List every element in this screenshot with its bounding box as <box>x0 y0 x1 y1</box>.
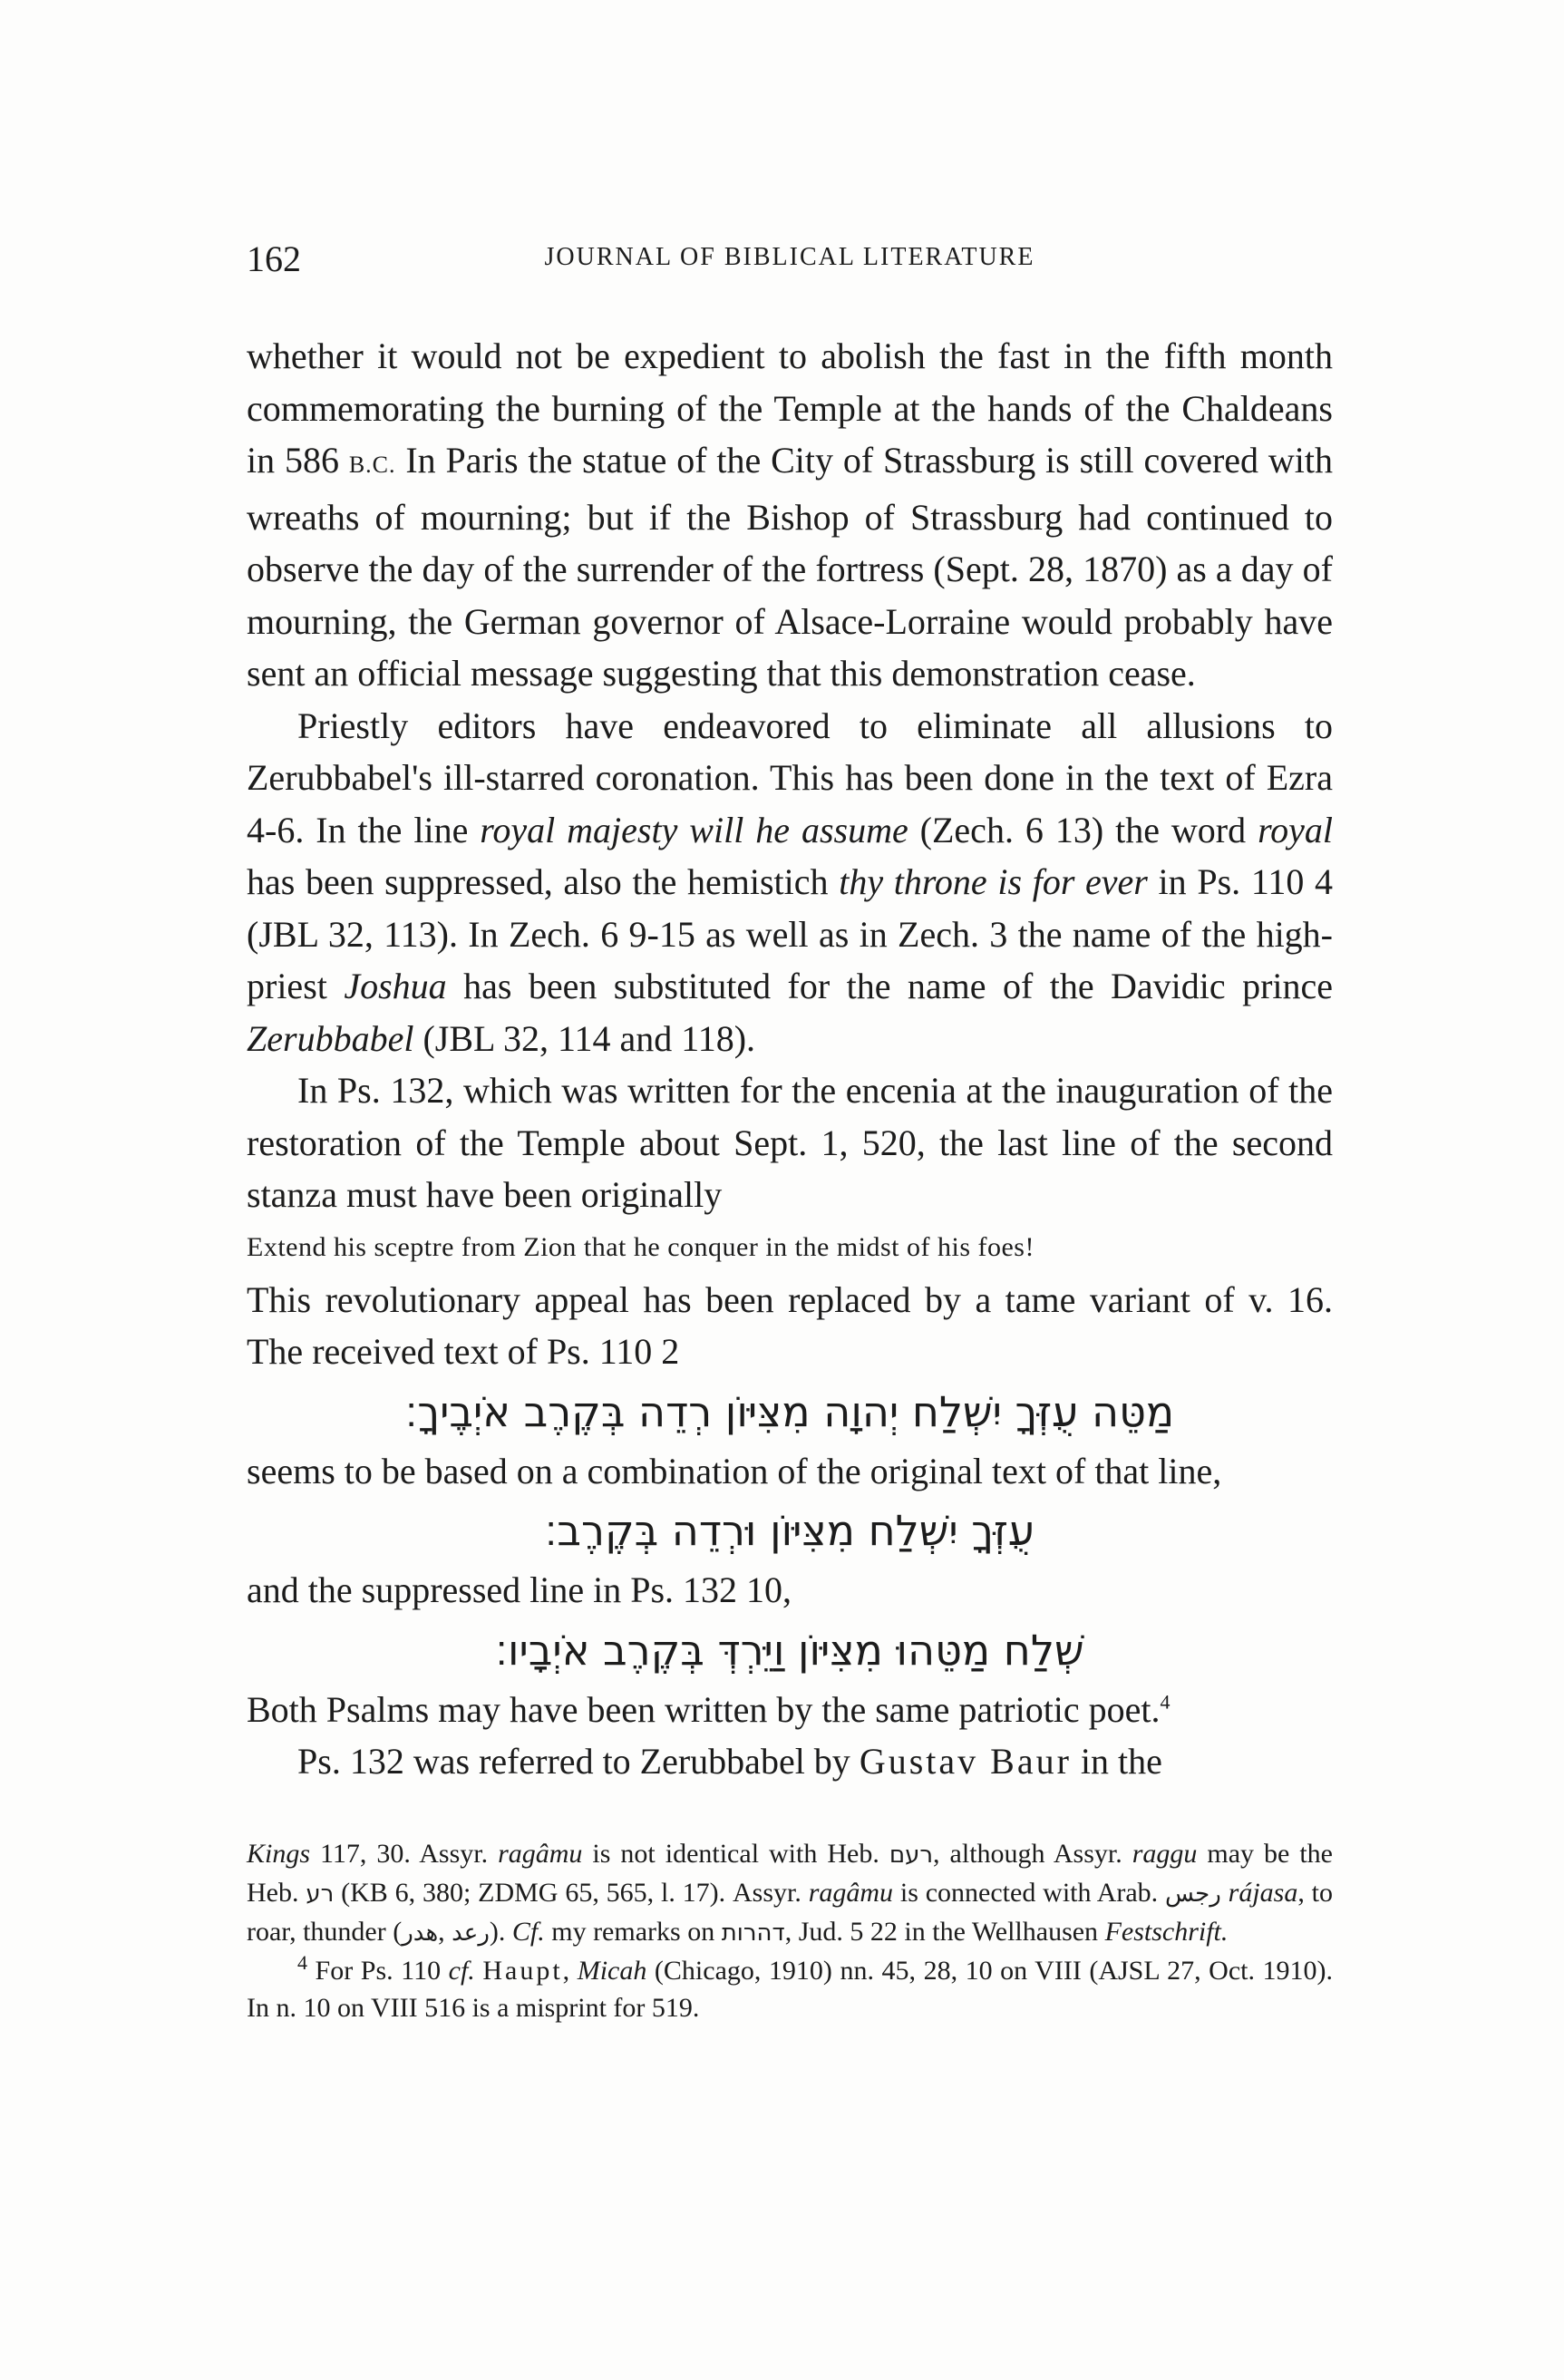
paragraph-3: In Ps. 132, which was written for the encenia at the inauguration of the restoration of the Temple about Sept. 1, 520, the last line of the second stanza must have been originally <box>247 1070 1333 1215</box>
paragraph-7: Both Psalms may have been written by the same patriotic poet.$^4$ <box>247 1688 1171 1730</box>
footnote-continuation: Kings 117, 30. Assyr. ragâmu is not identical with Heb. רעם, although Assyr. raggu may be the Heb. רע (KB 6, 380; ZDMG 65, 565, l. 17). Assyr. ragâmu is connected with Arab. رجس rájasa, to roar, thunder (هدر, رعد). Cf. my remarks on דהרות, Jud. 5 22 in the Wellhausen Festschrift. <box>247 1838 1334 1947</box>
hebrew-verse-ps-110-2: מַטֵּה עֻזְּךָ יִשְׁלַח יְהוָה מִצִּיּוֹן רְדֵה בְּקֶרֶב אֹיְבֶיךָ׃ <box>404 1386 1175 1436</box>
hebrew-verse-reconstructed: עֻזְּךָ יִשְׁלַח מִצִּיּוֹן וּרְדֵה בְּקֶרֶב׃ <box>544 1506 1035 1555</box>
main-text <box>247 330 1333 1788</box>
page-number: 162 <box>247 238 301 279</box>
paragraph-2: Priestly editors have endeavored to eliminate all allusions to Zerubbabel's ill-starred coronation. This has been done in the text of Ezra 4-6. In the line royal majesty will he assume (Zech. 6 13) the word royal has been suppressed, also the hemistich thy throne is for ever in Ps. 110 4 (JBL 32, 113). In Zech. 6 9-15 as well as in Zech. 3 the name of the high-priest Joshua has been substituted for the name of the Davidic prince Zerubbabel (JBL 32, 114 and 118). <box>247 704 1334 1059</box>
page <box>247 238 1333 2026</box>
footnote-4: $^4$ For Ps. 110 cf. Haupt, Micah (Chicago, 1910) nn. 45, 28, 10 on VIII (AJSL 27, Oct. 1910). In n. 10 on VIII 516 is a misprint for 519. <box>247 1950 1334 2023</box>
paragraph-5: seems to be based on a combination of the original text of that line, <box>247 1450 1222 1491</box>
hebrew-verse-ps-132-10: שְׁלַח מַטֵּהוּ מִצִּיּוֹן וַיֵּרְדְּ בְּקֶרֶב אֹיְבָיו׃ <box>495 1625 1084 1675</box>
paragraph-6: and the suppressed line in Ps. 132 10, <box>247 1569 792 1610</box>
english-verse: Extend his sceptre from Zion that he conquer in the midst of his foes! <box>247 1231 1035 1262</box>
paragraph-8: Ps. 132 was referred to Zerubbabel by Gustav Baur in the <box>297 1741 1162 1782</box>
running-title: JOURNAL OF BIBLICAL LITERATURE <box>544 243 1035 271</box>
footnote-ref-4: 4 <box>1160 1690 1171 1714</box>
paragraph-1: whether it would not be expedient to abolish the fast in the fifth month commemorating the burning of the Temple at the hands of the Chaldeans in 586 B.C. In Paris the statue of the City of Strassburg is still covered with wreaths of mourning; but if the Bishop of Strassburg had continued to observe the day of the surrender of the fortress (Sept. 28, 1870) as a day of mourning, the German governor of Alsace-Lorraine would probably have sent an official message suggesting that this demonstration cease. <box>247 335 1333 694</box>
paragraph-4: This revolutionary appeal has been replaced by a tame variant of v. 16. The received text of Ps. 110 2 <box>247 1278 1333 1372</box>
page-header <box>247 238 1333 292</box>
footnotes <box>247 1835 1333 2026</box>
footnote-number: 4 <box>297 1950 307 1974</box>
